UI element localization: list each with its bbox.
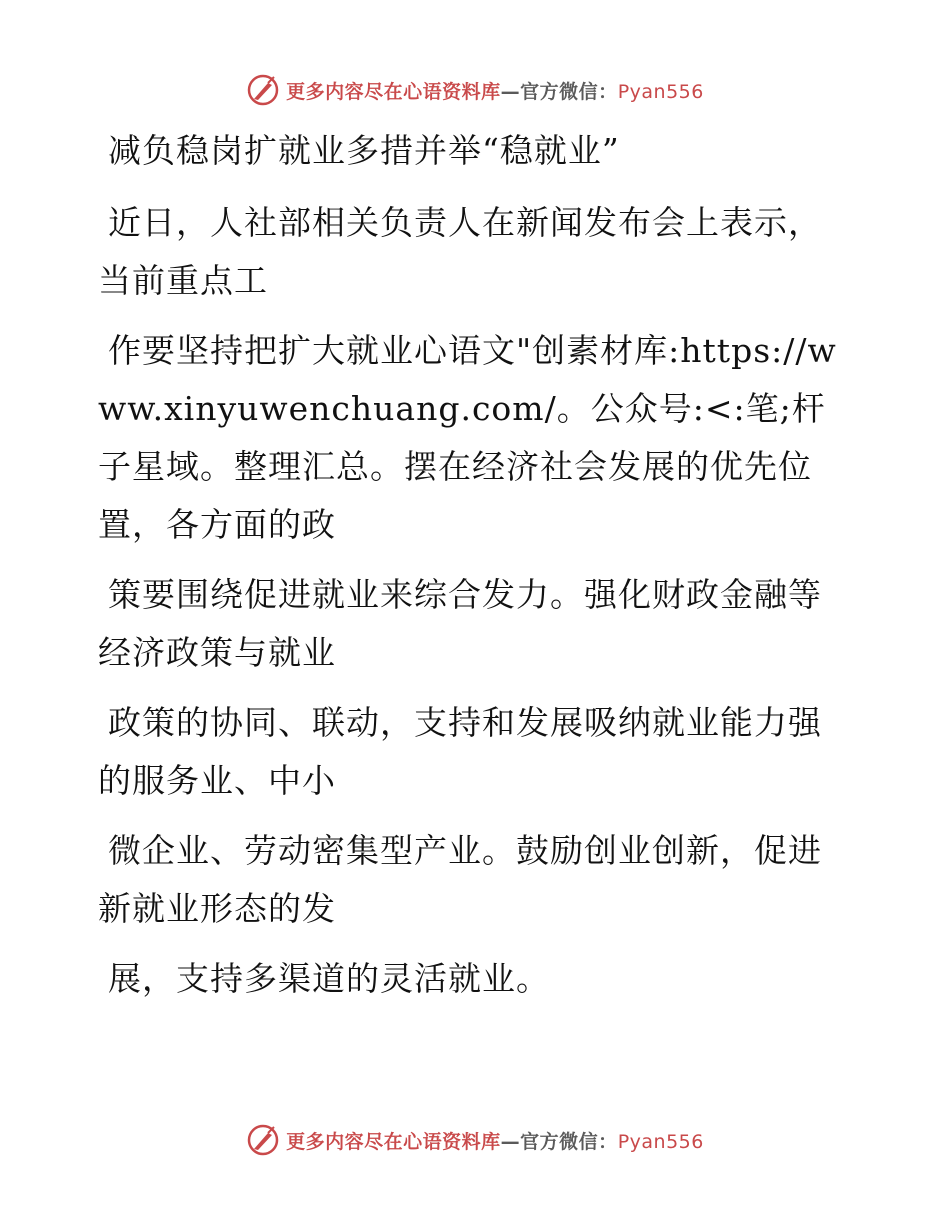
article-title: 减负稳岗扩就业多措并举“稳就业” <box>108 131 620 170</box>
watermark-wechat-id: Pyan556 <box>617 1130 704 1153</box>
paragraph-2: 作要坚持把扩大就业心语文"创素材库:https://www.xinyuwenchuang.com/。公众号:<:笔;杆子星域。整理汇总。摆在经济社会发展的优先位置，各方面的政 <box>98 331 837 544</box>
footer-watermark <box>0 1120 950 1160</box>
watermark-text <box>286 1127 704 1154</box>
header-watermark <box>0 70 950 110</box>
watermark-site-name: 更多内容尽在心语资料库 <box>286 1130 501 1153</box>
quill-pen-logo-icon <box>246 73 280 107</box>
paragraph-3: 策要围绕促进就业来综合发力。强化财政金融等经济政策与就业 <box>98 575 822 672</box>
watermark-wechat-label: —官方微信： <box>500 80 618 103</box>
watermark-wechat-label: —官方微信： <box>500 1130 618 1153</box>
document-body <box>98 122 838 1020</box>
quill-pen-logo-icon <box>246 1123 280 1157</box>
watermark-site-name: 更多内容尽在心语资料库 <box>286 80 501 103</box>
paragraph-1: 近日，人社部相关负责人在新闻发布会上表示，当前重点工 <box>98 203 822 300</box>
paragraph-4: 政策的协同、联动，支持和发展吸纳就业能力强的服务业、中小 <box>98 703 822 800</box>
watermark-wechat-id: Pyan556 <box>617 80 704 103</box>
watermark-text <box>286 77 704 104</box>
paragraph-6: 展，支持多渠道的灵活就业。 <box>108 959 550 998</box>
paragraph-5: 微企业、劳动密集型产业。鼓励创业创新，促进新就业形态的发 <box>98 831 822 928</box>
